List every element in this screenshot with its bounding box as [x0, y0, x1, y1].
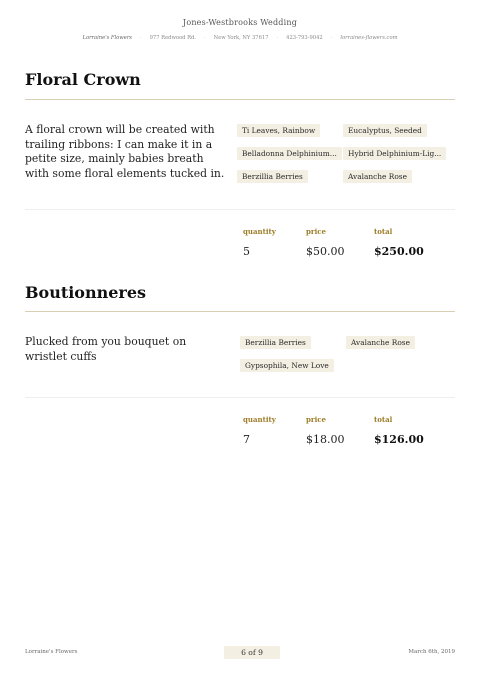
total-label: total [374, 227, 393, 236]
quantity-label: quantity [243, 227, 276, 236]
document-header [0, 18, 480, 41]
total-label: total [374, 415, 393, 424]
business-website[interactable]: lorraines-flowers.com [340, 35, 398, 41]
separator-dot: · [204, 35, 206, 41]
section-title: Floral Crown [25, 70, 141, 89]
quantity-block [243, 415, 276, 446]
business-info [0, 35, 480, 41]
flower-tag: Avalanche Rose [346, 336, 415, 349]
quantity-block [243, 227, 276, 258]
flower-tag: Gypsophila, New Love [240, 359, 334, 372]
separator-dot: · [276, 35, 279, 41]
business-address: 977 Redwood Rd. [149, 35, 197, 41]
flower-tag: Belladonna Delphinium... [237, 147, 342, 160]
separator-dot: · [330, 35, 333, 41]
price-value: $18.00 [306, 433, 345, 446]
item-description: Plucked from you bouquet on wristlet cuffs [25, 335, 187, 363]
total-block [374, 415, 424, 446]
document-title: Jones-Westbrooks Wedding [182, 18, 298, 27]
quantity-value: 5 [243, 245, 250, 258]
footer-date: March 6th, 2019 [408, 649, 455, 655]
section-divider [25, 311, 455, 312]
footer-business: Lorraine's Flowers [25, 649, 78, 655]
section-divider [25, 99, 455, 100]
price-value: $50.00 [306, 245, 345, 258]
flower-tag: Hybrid Delphinium-Lig... [343, 147, 446, 160]
row-divider [25, 397, 455, 398]
business-city: New York, NY 37617 [213, 35, 269, 41]
quantity-value: 7 [243, 433, 250, 446]
flower-tag: Eucalyptus, Seeded [343, 124, 427, 137]
separator-dot: · [139, 35, 142, 41]
row-divider [25, 209, 455, 210]
quantity-label: quantity [243, 415, 276, 424]
page-number: 6 of 9 [224, 646, 280, 659]
document-footer [25, 646, 455, 660]
business-name: Lorraine's Flowers [82, 35, 132, 41]
business-phone: 423-793-9042 [286, 35, 323, 41]
flower-tag: Berzillia Berries [237, 170, 308, 183]
total-value: $126.00 [374, 433, 424, 446]
item-description: A floral crown will be created with trailing ribbons: I can make it in a petite size, mainly babies breath with some floral elements tucked in. [25, 123, 225, 180]
price-block [306, 415, 345, 446]
price-label: price [306, 415, 326, 424]
total-block [374, 227, 424, 258]
section-title: Boutionneres [25, 283, 147, 302]
flower-tag: Avalanche Rose [343, 170, 412, 183]
flower-tag: Berzillia Berries [240, 336, 311, 349]
price-label: price [306, 227, 326, 236]
flower-tag: Ti Leaves, Rainbow [237, 124, 320, 137]
price-block [306, 227, 345, 258]
total-value: $250.00 [374, 245, 424, 258]
